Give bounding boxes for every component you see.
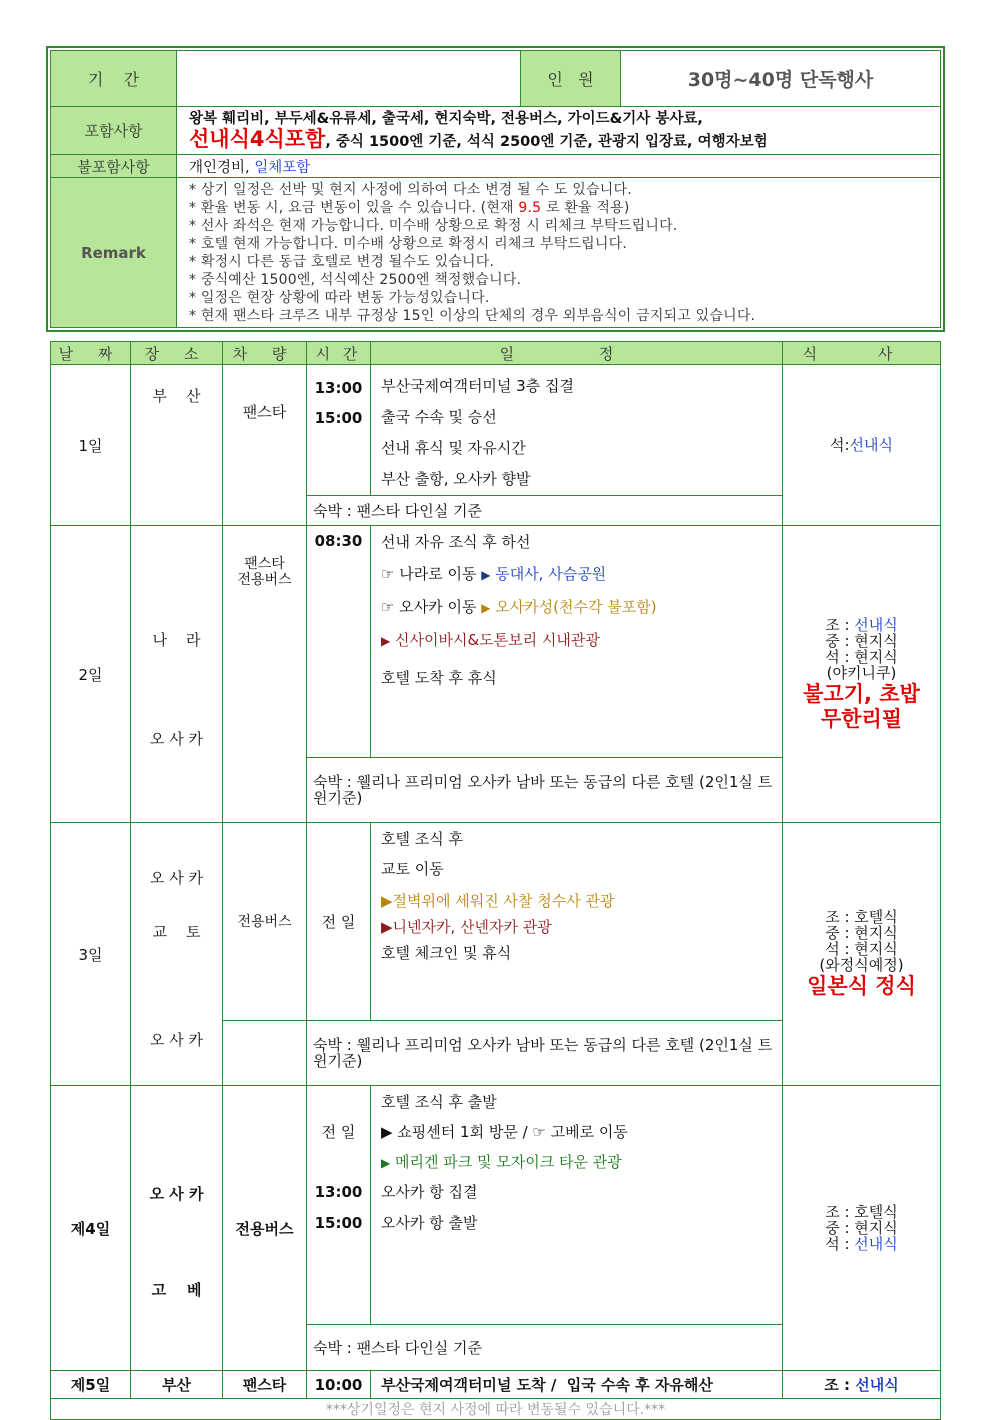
day4-place: 고 베 (151, 1281, 202, 1299)
day1-items (371, 365, 783, 496)
header-meal: 식 사 (783, 342, 941, 365)
meal-line: 조 : 호텔식 (825, 1203, 898, 1221)
people-value: 30명~40명 단독행사 (621, 51, 941, 107)
header-place: 장 소 (131, 342, 223, 365)
day3-item: 호텔 체크인 및 휴식 (381, 944, 512, 962)
day4-label: 제4일 (51, 1086, 131, 1371)
day1-item: 출국 수속 및 승선 (381, 408, 497, 426)
day2-item: ☞ 나라로 이동 ▶ 동대사, 사슴공원 (381, 565, 607, 583)
day4-vehicle: 전용버스 (223, 1086, 307, 1371)
day3-vehicle-empty (223, 1020, 307, 1085)
day1-label: 1일 (51, 365, 131, 526)
day3-item: 호텔 조식 후 (381, 830, 463, 848)
day4-meal (783, 1086, 941, 1371)
remark-item: * 선사 좌석은 현재 가능합니다. 미수배 상황으로 확정 시 리체크 부탁드립니다. (189, 217, 678, 234)
day3-place: 교 토 (152, 923, 201, 941)
day2-time: 08:30 (307, 526, 371, 758)
day1-item: 부산국제여객터미널 3층 집결 (381, 377, 574, 395)
day3-place: 오 사 카 (149, 869, 203, 887)
included-line2: , 중식 1500엔 기준, 석식 2500엔 기준, 관광지 입장료, 여행자보험 (325, 134, 768, 150)
day3-meal (783, 823, 941, 1086)
day1-place: 부 산 (131, 365, 223, 526)
day2-items (371, 526, 783, 758)
day4-time: 13:00 (314, 1183, 363, 1201)
day3-item: ▶절벽위에 세워진 사찰 청수사 관광 (381, 892, 615, 910)
day4-places (131, 1086, 223, 1371)
day1-meal: 석:선내식 (783, 365, 941, 526)
meal-note: (와정식예정) (819, 956, 904, 974)
remark-label: Remark (51, 178, 177, 328)
excluded-highlight: 일체포함 (254, 159, 311, 176)
header-vehicle: 차 량 (223, 342, 307, 365)
included-highlight: 선내식4식포함 (189, 127, 326, 151)
day2-item: ☞ 오사카 이동 ▶ 오사카성(천수각 불포함) (381, 598, 657, 616)
meal-line: 조 : 선내식 (825, 616, 898, 634)
day1-time: 13:00 (314, 379, 363, 397)
day2-place: 나 라 (152, 631, 201, 649)
excluded-value (177, 155, 941, 178)
meal-line: 중 : 현지식 (825, 924, 898, 942)
day4-time: 15:00 (314, 1214, 363, 1232)
day3-lodging: 숙박 : 웰리나 프리미엄 오사카 남바 또는 동급의 다른 호텔 (2인1실 트윈기준) (307, 1020, 783, 1085)
meal-line: 석 : 현지식 (825, 648, 898, 666)
day2-vehicle: 팬스타 전용버스 (223, 526, 307, 823)
meal-highlight: 불고기, 초밥 (803, 682, 920, 706)
day2-item: ▶ 신사이바시&도톤보리 시내관광 (381, 631, 600, 649)
period-label: 기 간 (51, 51, 177, 107)
meal-line: 중 : 현지식 (825, 1219, 898, 1237)
period-value (177, 51, 521, 107)
day1-lodging: 숙박 : 팬스타 다인실 기준 (307, 496, 783, 526)
day4-lodging: 숙박 : 팬스타 다인실 기준 (307, 1324, 783, 1370)
remark-item: * 현재 팬스타 크루즈 내부 규정상 15인 이상의 단체의 경우 외부음식이 금지되고 있습니다. (189, 307, 756, 324)
meal-line: 조 : 호텔식 (825, 908, 898, 926)
day2-place: 오 사 카 (149, 730, 203, 748)
meal-highlight: 무한리필 (820, 707, 903, 731)
day5-place: 부산 (131, 1371, 223, 1399)
day3-item: 교토 이동 (381, 860, 444, 878)
summary-table (50, 50, 941, 328)
header-itinerary: 일 정 (371, 342, 783, 365)
day2-meal (783, 526, 941, 823)
day2-item: 호텔 도착 후 휴식 (381, 669, 497, 687)
day4-time: 전 일 (321, 1123, 356, 1141)
people-label: 인 원 (521, 51, 621, 107)
remark-item: * 일정은 현장 상황에 따라 변동 가능성있습니다. (189, 289, 490, 306)
day3-place: 오 사 카 (149, 1031, 203, 1049)
remark-item: * 확정시 다른 동급 호텔로 변경 될수도 있습니다. (189, 253, 495, 270)
day3-time: 전 일 (307, 823, 371, 1021)
meal-line: 중 : 현지식 (825, 632, 898, 650)
day1-time: 15:00 (314, 409, 363, 427)
day3-items (371, 823, 783, 1021)
day3-item: ▶니넨자카, 산넨자카 관광 (381, 918, 552, 936)
day5-meal: 조 : 선내식 (783, 1371, 941, 1399)
remark-item-exchange: * 환율 변동 시, 요금 변동이 있을 수 있습니다. (현재 9.5 로 환율 적용) (189, 199, 630, 216)
remark-item: * 중식예산 1500엔, 석식예산 2500엔 책정했습니다. (189, 271, 522, 288)
day2-item: 선내 자유 조식 후 하선 (381, 533, 531, 551)
day2-places (131, 526, 223, 823)
schedule-table (50, 341, 941, 1420)
day1-item: 선내 휴식 및 자유시간 (381, 439, 526, 457)
remark-item: * 호텔 현재 가능합니다. 미수배 상황으로 확정시 리체크 부탁드립니다. (189, 235, 627, 252)
day4-item: 오사카 항 집결 (381, 1183, 478, 1201)
included-value (177, 107, 941, 155)
day4-item: 호텔 조식 후 출발 (381, 1093, 497, 1111)
day4-item: ▶ 메리겐 파크 및 모자이크 타운 관광 (381, 1153, 622, 1171)
day4-times (307, 1086, 371, 1325)
day5-item: 부산국제여객터미널 도착 / 입국 수속 후 자유해산 (371, 1371, 783, 1399)
day1-item: 부산 출항, 오사카 향발 (381, 470, 531, 488)
included-line1: 왕복 훼리비, 부두세&유류세, 출국세, 현지숙박, 전용버스, 가이드&기사 봉사료, (189, 111, 703, 127)
day4-item: ▶ 쇼핑센터 1회 방문 / ☞ 고베로 이동 (381, 1123, 628, 1141)
day1-times (307, 365, 371, 496)
meal-line: 석 : 선내식 (825, 1235, 898, 1253)
day1-vehicle: 팬스타 (223, 365, 307, 526)
excluded-text: 개인경비, (189, 159, 255, 176)
meal-highlight: 일본식 정식 (807, 974, 916, 998)
day5-label: 제5일 (51, 1371, 131, 1399)
schedule-footer-note: ***상기일정은 현지 사정에 따라 변동될수 있습니다.*** (51, 1399, 941, 1420)
exchange-rate: 9.5 (518, 199, 542, 216)
day5-time: 10:00 (307, 1371, 371, 1399)
day4-items (371, 1086, 783, 1325)
header-time: 시 간 (307, 342, 371, 365)
remark-item: * 상기 일정은 선박 및 현지 사정에 의하여 다소 변경 될 수 도 있습니다. (189, 181, 632, 198)
day4-place: 오 사 카 (149, 1185, 204, 1203)
meal-note: (야키니쿠) (826, 664, 897, 682)
meal-line: 석 : 현지식 (825, 940, 898, 958)
day2-label: 2일 (51, 526, 131, 823)
excluded-label: 불포함사항 (51, 155, 177, 178)
header-date: 날 짜 (51, 342, 131, 365)
included-label: 포함사항 (51, 107, 177, 155)
day2-lodging: 숙박 : 웰리나 프리미엄 오사카 남바 또는 동급의 다른 호텔 (2인1실 트윈기준) (307, 758, 783, 823)
day3-vehicle: 전용버스 (223, 823, 307, 1021)
remark-list (177, 178, 941, 328)
day3-places (131, 823, 223, 1086)
day4-time (313, 1088, 364, 1118)
day4-item: 오사카 항 출발 (381, 1214, 478, 1232)
day5-vehicle: 팬스타 (223, 1371, 307, 1399)
day3-label: 3일 (51, 823, 131, 1086)
